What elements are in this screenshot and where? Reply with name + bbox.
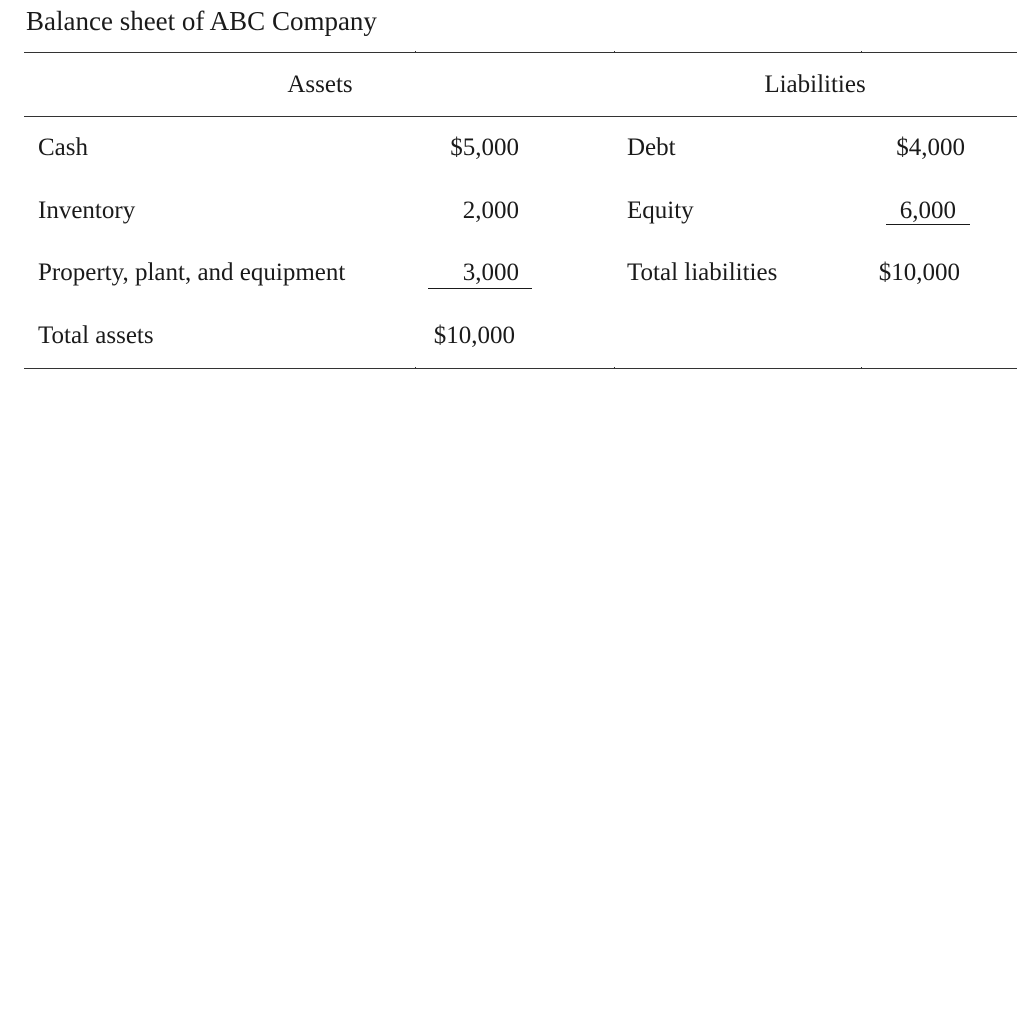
liabilities-header: Liabilities xyxy=(764,71,866,98)
asset-label-inventory: Inventory xyxy=(38,197,136,224)
liability-label-equity: Equity xyxy=(627,197,694,224)
liability-equity-underline xyxy=(886,224,970,225)
asset-label-ppe: Property, plant, and equipment xyxy=(38,259,346,286)
col-tick xyxy=(415,51,416,53)
col-tick xyxy=(415,367,416,369)
asset-value-ppe: 3,000 xyxy=(462,259,519,286)
liability-label-debt: Debt xyxy=(627,134,676,161)
asset-value-inventory: 2,000 xyxy=(462,197,519,224)
col-tick xyxy=(614,51,615,53)
assets-header: Assets xyxy=(287,71,353,98)
asset-ppe-underline xyxy=(428,288,532,289)
liability-label-total: Total liabilities xyxy=(627,259,778,286)
table-top-rule xyxy=(24,52,1017,53)
col-tick xyxy=(614,367,615,369)
table-title: Balance sheet of ABC Company xyxy=(26,6,377,36)
asset-label-total: Total assets xyxy=(38,322,154,349)
liability-value-debt: $4,000 xyxy=(896,134,965,161)
table-bottom-rule xyxy=(24,368,1017,369)
col-tick xyxy=(861,51,862,53)
col-tick xyxy=(861,367,862,369)
header-bottom-rule xyxy=(24,116,1017,117)
asset-value-cash: $5,000 xyxy=(450,134,519,161)
asset-value-total: $10,000 xyxy=(433,322,515,349)
liability-value-equity: 6,000 xyxy=(899,197,956,224)
liability-value-total: $10,000 xyxy=(878,259,960,286)
asset-label-cash: Cash xyxy=(38,134,88,161)
